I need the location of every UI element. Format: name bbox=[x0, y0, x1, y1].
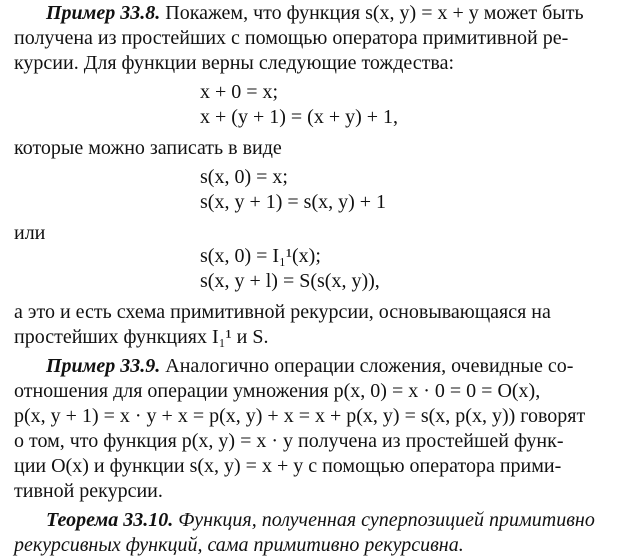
closing-line-1: а это и есть схема примитивной рекурсии, основывающаяся на bbox=[14, 301, 551, 323]
example-33-9-label: Пример 33.9. bbox=[46, 355, 161, 377]
example-33-8-line-1: Покажем, что функция s(x, y) = x + y может быть bbox=[160, 2, 584, 24]
closing-line-2: простейших функциях I₁¹ и S. bbox=[14, 326, 269, 348]
example-33-9-line-2: отношения для операции умножения p(x, 0) = x · 0 = 0 = O(x), bbox=[14, 380, 541, 402]
example-33-9-line-4: о том, что функция p(x, y) = x · y получена из простейшей функ- bbox=[14, 430, 564, 452]
formula-block-3 bbox=[14, 244, 630, 294]
theorem-33-10-label: Теорема 33.10. bbox=[46, 509, 174, 531]
example-33-8-paragraph bbox=[14, 1, 630, 76]
formula-block-2 bbox=[14, 165, 630, 215]
formula-line: x + 0 = x; bbox=[200, 81, 279, 103]
example-33-8-line-2: получена из простейших с помощью оператора примитивной ре- bbox=[14, 27, 569, 49]
example-33-9-line-3: p(x, y + 1) = x · y + x = p(x, y) + x = x + p(x, y) = s(x, p(x, y)) говорят bbox=[14, 405, 586, 427]
example-33-9-paragraph bbox=[14, 354, 630, 504]
example-33-9-line-5: ции O(x) и функции s(x, y) = x + y с помощью оператора прими- bbox=[14, 455, 562, 477]
formula-block-1 bbox=[14, 80, 630, 130]
theorem-33-10-paragraph bbox=[14, 508, 630, 558]
formula-line: s(x, y + l) = S(s(x, y)), bbox=[200, 270, 380, 292]
example-33-8-closing bbox=[14, 300, 630, 350]
text-after-formula-1: которые можно записать в виде bbox=[14, 137, 282, 159]
text-or: или bbox=[14, 222, 46, 244]
formula-line: s(x, 0) = I₁¹(x); bbox=[200, 245, 321, 267]
formula-line: x + (y + 1) = (x + y) + 1, bbox=[200, 106, 399, 128]
example-33-9-line-1: Аналогично операции сложения, очевидные со- bbox=[160, 355, 574, 377]
example-33-8-label: Пример 33.8. bbox=[46, 2, 161, 24]
theorem-33-10-line-2: рекурсивных функций, сама примитивно рекурсивна. bbox=[14, 534, 464, 556]
theorem-33-10-line-1: Функция, полученная суперпозицией примитивно bbox=[173, 509, 595, 531]
example-33-9-line-6: тивной рекурсии. bbox=[14, 480, 163, 502]
formula-line: s(x, y + 1) = s(x, y) + 1 bbox=[200, 191, 387, 213]
formula-line: s(x, 0) = x; bbox=[200, 166, 288, 188]
example-33-8-line-3: курсии. Для функции верны следующие тождества: bbox=[14, 52, 455, 74]
